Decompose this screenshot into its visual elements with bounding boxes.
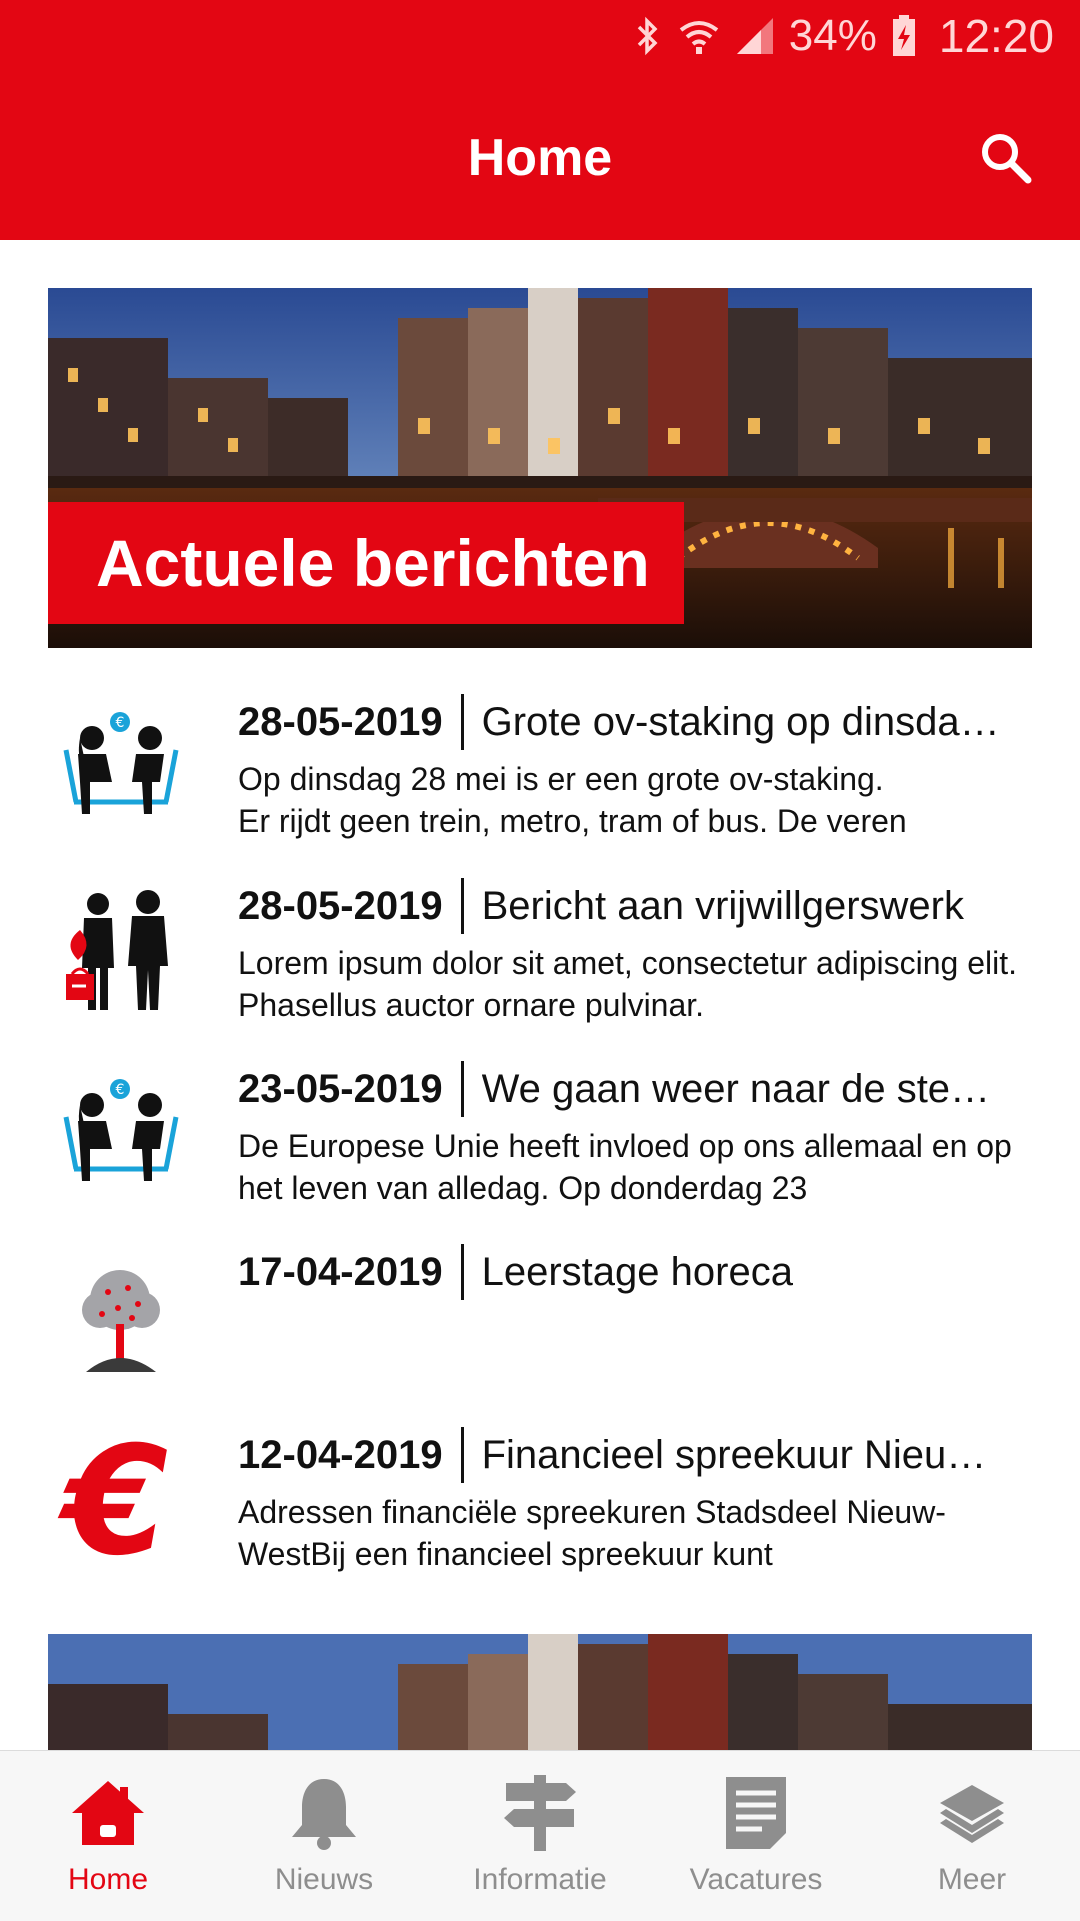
bottom-navigation <box>0 1750 1080 1921</box>
canal-image <box>48 1634 1032 1754</box>
news-item[interactable] <box>0 864 1080 1034</box>
search-icon <box>976 128 1036 188</box>
bell-icon <box>284 1773 364 1853</box>
divider <box>461 878 464 934</box>
euro-icon <box>56 1435 186 1565</box>
news-excerpt: Adressen financiële spreekuren Stadsdeel Nieuw-WestBij een financieel spreekuur kunt <box>238 1494 946 1572</box>
signpost-icon <box>500 1773 580 1853</box>
news-excerpt: Op dinsdag 28 mei is er een grote ov-staking. Er rijdt geen trein, metro, tram of bus. De veren <box>238 761 907 839</box>
svg-text:€: € <box>115 1082 125 1098</box>
news-item[interactable] <box>0 1230 1080 1400</box>
volunteers-icon <box>56 886 186 1016</box>
layers-icon <box>932 1773 1012 1853</box>
news-date: 23-05-2019 <box>238 1066 443 1111</box>
news-excerpt: De Europese Unie heeft invloed op ons allemaal en op het leven van alledag. Op donderdag 23 <box>238 1128 1012 1206</box>
divider <box>461 1061 464 1117</box>
news-date: 12-04-2019 <box>238 1432 443 1477</box>
news-title: Grote ov-staking op dinsda… <box>481 699 1000 744</box>
news-heading <box>238 1244 1028 1300</box>
home-icon <box>68 1773 148 1853</box>
battery-percent: 34% <box>788 11 877 60</box>
nav-label: Meer <box>937 1863 1007 1896</box>
nav-label: Nieuws <box>274 1863 374 1896</box>
news-excerpt: Lorem ipsum dolor sit amet, consectetur adipiscing elit. Phasellus auctor ornare pulvinar. <box>238 945 1018 1023</box>
svg-text:€: € <box>63 1435 169 1565</box>
people-euro-icon <box>56 1069 186 1199</box>
document-icon <box>716 1773 796 1853</box>
nav-meer[interactable] <box>864 1751 1080 1921</box>
nav-vacatures[interactable] <box>648 1751 864 1921</box>
bluetooth-icon <box>633 16 663 56</box>
nav-nieuws[interactable] <box>216 1751 432 1921</box>
news-date: 28-05-2019 <box>238 883 443 928</box>
nav-label: Vacatures <box>689 1863 823 1896</box>
hero-banner[interactable] <box>48 288 1032 648</box>
nav-home[interactable] <box>0 1751 216 1921</box>
people-euro-icon <box>56 702 186 832</box>
app-bar <box>0 0 1080 240</box>
battery-charging-icon <box>891 15 917 57</box>
news-title: Bericht aan vrijwillgerswerk <box>481 883 964 928</box>
news-heading <box>238 1061 1028 1117</box>
news-title: Leerstage horeca <box>481 1249 793 1294</box>
hero-banner-secondary[interactable] <box>48 1634 1032 1754</box>
news-date: 17-04-2019 <box>238 1249 443 1294</box>
divider <box>461 694 464 750</box>
news-item[interactable] <box>0 1047 1080 1217</box>
news-date: 28-05-2019 <box>238 699 443 744</box>
hero-label: Actuele berichten <box>48 502 684 624</box>
clock: 12:20 <box>938 10 1054 62</box>
news-heading <box>238 878 1028 934</box>
page-title: Home <box>467 129 613 187</box>
nav-label: Home <box>67 1863 149 1896</box>
news-heading <box>238 1427 1028 1483</box>
search-button[interactable] <box>976 128 1036 188</box>
news-item[interactable] <box>0 680 1080 850</box>
nav-informatie[interactable] <box>432 1751 648 1921</box>
news-heading <box>238 694 1028 750</box>
news-item[interactable] <box>0 1413 1080 1583</box>
divider <box>461 1244 464 1300</box>
divider <box>461 1427 464 1483</box>
status-bar <box>633 10 1054 62</box>
news-title: We gaan weer naar de ste… <box>481 1066 991 1111</box>
news-title: Financieel spreekuur Nieu… <box>481 1432 987 1477</box>
tree-icon <box>56 1252 186 1382</box>
wifi-icon <box>677 16 721 56</box>
nav-label: Informatie <box>473 1863 607 1896</box>
signal-icon <box>735 16 775 56</box>
svg-text:€: € <box>115 715 125 731</box>
